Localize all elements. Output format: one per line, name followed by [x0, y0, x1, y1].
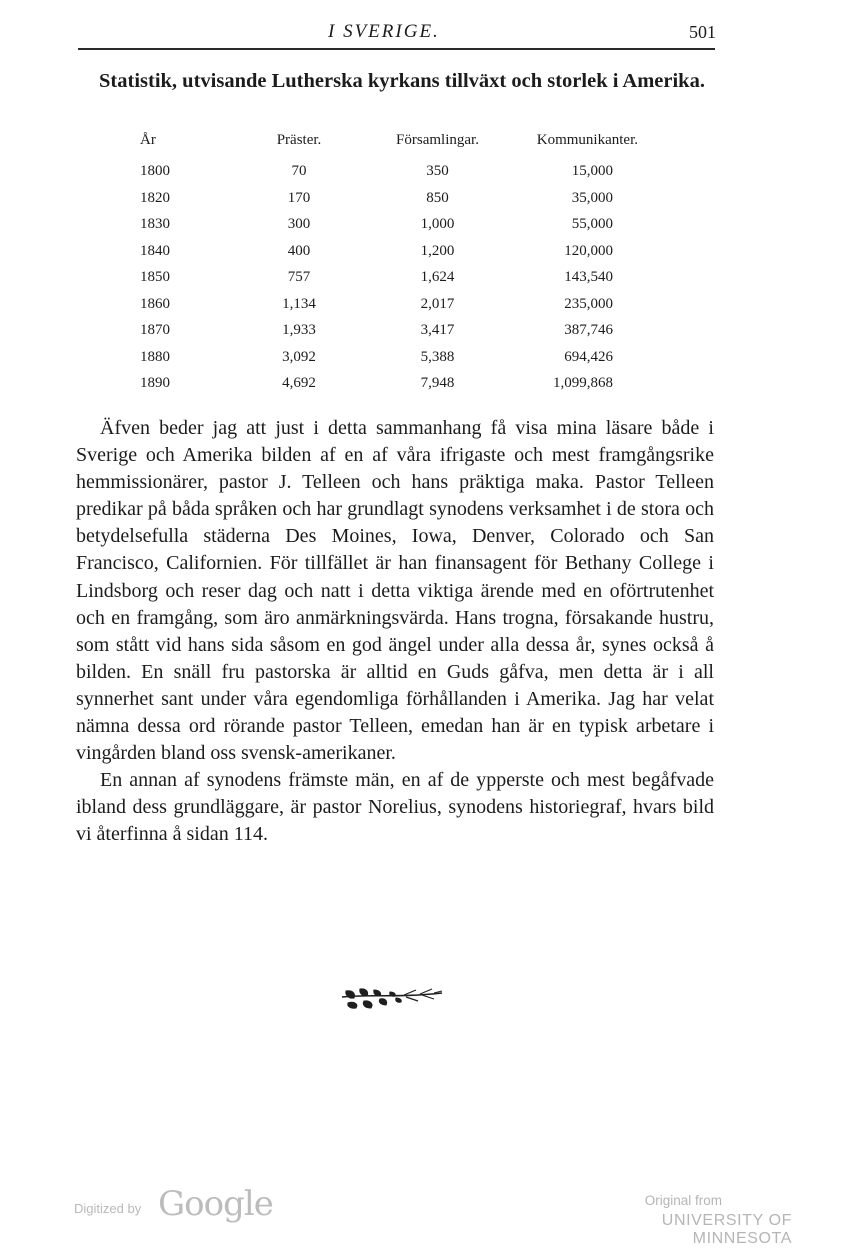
- cell-congregations: 350: [426, 163, 449, 179]
- cell-congregations: 2,017: [420, 295, 455, 312]
- cell-congregations: 5,388: [420, 348, 455, 365]
- cell-communicants: 235,000: [564, 295, 613, 312]
- cell-priests: 1,933: [282, 322, 316, 338]
- original-from-watermark: [560, 1193, 800, 1247]
- page-number: 501: [689, 22, 716, 42]
- floral-ornament-icon: [338, 980, 448, 1014]
- cell-communicants: 1,099,868: [553, 375, 613, 391]
- table-row: [100, 190, 660, 212]
- cell-congregations: 1,200: [420, 242, 455, 259]
- cell-congregations: 1,624: [420, 269, 455, 285]
- cell-communicants: 387,746: [564, 322, 613, 338]
- cell-priests: 3,092: [282, 348, 316, 365]
- cell-year: 1820: [140, 189, 170, 206]
- column-header-year: År: [140, 132, 156, 148]
- cell-priests: 170: [287, 189, 311, 206]
- cell-priests: 757: [287, 269, 311, 285]
- original-from-label: Original from: [644, 1193, 722, 1208]
- cell-communicants: 120,000: [564, 242, 613, 259]
- cell-year: 1840: [140, 242, 170, 259]
- body-text: [76, 415, 714, 849]
- running-head: [0, 21, 854, 47]
- cell-priests: 70: [291, 163, 307, 179]
- table-row: [100, 375, 660, 397]
- paragraph-telleen: Äfven beder jag att just i detta sammanhang få visa mina läsare både i Sverige och Amerika bilden af en af våra ifrigaste och mest framgångsrike hemmissionärer, pastor J. Telleen och hans präktiga maka. Pastor Telleen predikar på båda språken och har grundlagt synodens verksamhet i de stora och betydelsefulla städerna Des Moines, Iowa, Denver, Colorado och San Francisco, Californien. För tillfället är han finansagent för Bethany College i Lindsborg och reser dag och natt i detta viktiga ärende med en oförtrutenhet och en framgång, som äro anmärkningsvärda. Hans trogna, försakande hustru, som stått vid hans sida såsom en god ängel under alla dessa år, synes också å bilden. En snäll fru pastorska är alltid en Guds gåfva, men detta är i all synnerhet sant under våra egendomliga förhållanden i Amerika. Jag har velat nämna dessa ord rörande pastor Telleen, emedan han är en typisk arbetare i vingården bland oss svensk-amerikaner.: [76, 417, 714, 765]
- column-header-priests: Präster.: [276, 132, 322, 148]
- table-row: [100, 216, 660, 238]
- cell-year: 1860: [140, 295, 170, 312]
- header-rule: [78, 48, 715, 50]
- cell-year: 1870: [140, 322, 170, 338]
- paragraph-norelius: En annan af synodens främste män, en af de ypperste och mest begåfvade ibland dess grundläggare, är pastor Norelius, synodens historiegraf, hvars bild vi återfinna å sidan 114.: [76, 769, 714, 846]
- cell-communicants: 694,426: [564, 348, 613, 365]
- table-header-row: [100, 132, 660, 154]
- cell-priests: 4,692: [282, 375, 316, 391]
- column-header-congregations: Församlingar.: [396, 132, 479, 148]
- column-header-communicants: Kommunikanter.: [536, 132, 638, 148]
- cell-congregations: 3,417: [420, 322, 455, 338]
- cell-year: 1850: [140, 269, 170, 285]
- cell-communicants: 35,000: [571, 189, 613, 206]
- cell-year: 1800: [140, 163, 170, 179]
- running-title: I SVERIGE.: [328, 21, 440, 42]
- cell-communicants: 143,540: [564, 269, 613, 285]
- cell-priests: 300: [287, 216, 311, 232]
- table-row: [100, 296, 660, 318]
- digitized-by-label: Digitized by: [74, 1201, 142, 1216]
- table-row: [100, 163, 660, 185]
- google-logo: Google: [158, 1184, 273, 1224]
- table-title: Statistik, utvisande Lutherska kyrkans tillväxt och storlek i Amerika.: [99, 70, 705, 92]
- cell-congregations: 850: [426, 189, 449, 206]
- cell-communicants: 55,000: [571, 216, 613, 232]
- table-row: [100, 349, 660, 371]
- institution-label: UNIVERSITY OF MINNESOTA: [661, 1212, 792, 1247]
- table-row: [100, 243, 660, 265]
- cell-year: 1880: [140, 348, 170, 365]
- table-row: [100, 269, 660, 291]
- cell-priests: 1,134: [282, 295, 316, 312]
- cell-year: 1890: [140, 375, 170, 391]
- table-row: [100, 322, 660, 344]
- cell-congregations: 7,948: [420, 375, 455, 391]
- cell-congregations: 1,000: [420, 216, 455, 232]
- digitized-by-watermark: [74, 1186, 334, 1236]
- cell-communicants: 15,000: [571, 163, 613, 179]
- cell-priests: 400: [287, 242, 311, 259]
- cell-year: 1830: [140, 216, 170, 232]
